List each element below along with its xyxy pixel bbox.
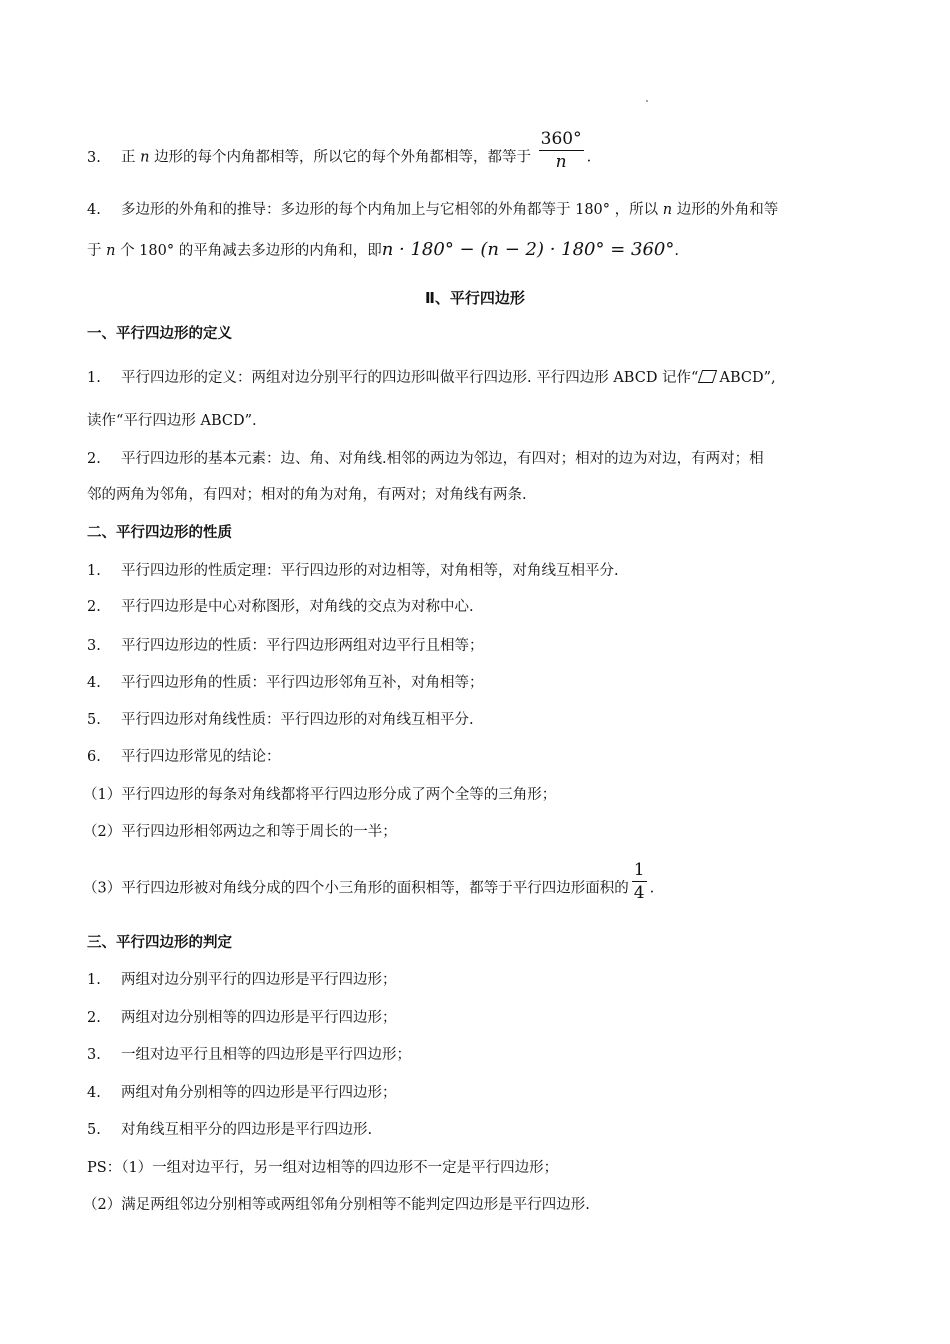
prop-item-3: 3. 平行四边形边的性质：平行四边形两组对边平行且相等； xyxy=(87,638,484,654)
heading-definition: 一、平行四边形的定义 xyxy=(87,326,232,342)
item-4-line-1: 4. 多边形的外角和的推导：多边形的每个内角加上与它相邻的外角都等于 180° ，所以 n 边形的外角和等 xyxy=(87,202,779,218)
heading-criteria: 三、平行四边形的判定 xyxy=(87,935,232,951)
prop-item-6: 6. 平行四边形常见的结论： xyxy=(87,749,281,765)
def-item-2-line-1: 2. 平行四边形的基本元素：边、角、对角线.相邻的两边为邻边，有四对；相对的边为对边，有两对；相 xyxy=(87,451,764,467)
item-number: 4. xyxy=(87,202,101,218)
heading-properties: 二、平行四边形的性质 xyxy=(87,525,232,541)
fraction-360-over-n: $\frac{360^\circ}{n}$ xyxy=(540,129,582,172)
prop-item-5: 5. 平行四边形对角线性质：平行四边形的对角线互相平分. xyxy=(87,712,474,728)
conclusion-3: （3）平行四边形被对角线分成的四个小三角形的面积相等，都等于平行四边形面积的 $\frac{1}{4}$ . xyxy=(83,860,655,903)
formula-exterior-angle-sum: n · 180° − (n − 2) · 180° = 360° xyxy=(381,239,675,260)
def-item-2-line-2: 邻的两角为邻角，有四对；相对的角为对角，有两对；对角线有两条. xyxy=(87,487,527,503)
section-title: Ⅱ、平行四边形 xyxy=(425,289,525,307)
item-3: 3. 正 n 边形的每个内角都相等，所以它的每个外角都相等，都等于 $\frac{360^\circ}{n}$ . xyxy=(87,129,592,172)
prop-item-1: 1. 平行四边形的性质定理：平行四边形的对边相等，对角相等，对角线互相平分. xyxy=(87,563,619,579)
def-item-1-line-2: 读作“平行四边形 ABCD”. xyxy=(87,413,257,429)
ps-note-1: PS：（1）一组对边平行，另一组对边相等的四边形不一定是平行四边形； xyxy=(87,1160,559,1176)
parallelogram-symbol-icon xyxy=(698,370,717,383)
fraction-one-quarter: $\frac{1}{4}$ xyxy=(633,860,645,903)
stray-dot xyxy=(646,100,648,102)
item-4-line-2: 于 n 个 180° 的平角减去多边形的内角和，即n · 180° − (n − 2) · 180° = 360°. xyxy=(87,239,679,260)
criteria-item-5: 5. 对角线互相平分的四边形是平行四边形. xyxy=(87,1122,373,1138)
conclusion-2: （2）平行四边形相邻两边之和等于周长的一半； xyxy=(83,824,397,840)
ps-note-2: （2）满足两组邻边分别相等或两组邻角分别相等不能判定四边形是平行四边形. xyxy=(83,1197,590,1213)
def-item-1-line-1: 1. 平行四边形的定义：两组对边分别平行的四边形叫做平行四边形. 平行四边形 ABCD 记作“ ABCD”, xyxy=(87,370,776,386)
criteria-item-1: 1. 两组对边分别平行的四边形是平行四边形； xyxy=(87,972,397,988)
prop-item-4: 4. 平行四边形角的性质：平行四边形邻角互补，对角相等； xyxy=(87,675,484,691)
criteria-item-4: 4. 两组对角分别相等的四边形是平行四边形； xyxy=(87,1085,397,1101)
criteria-item-3: 3. 一组对边平行且相等的四边形是平行四边形； xyxy=(87,1047,411,1063)
conclusion-1: （1）平行四边形的每条对角线都将平行四边形分成了两个全等的三角形； xyxy=(83,787,557,803)
item-number: 3. xyxy=(87,149,101,166)
prop-item-2: 2. 平行四边形是中心对称图形，对角线的交点为对称中心. xyxy=(87,599,474,615)
criteria-item-2: 2. 两组对边分别相等的四边形是平行四边形； xyxy=(87,1010,397,1026)
